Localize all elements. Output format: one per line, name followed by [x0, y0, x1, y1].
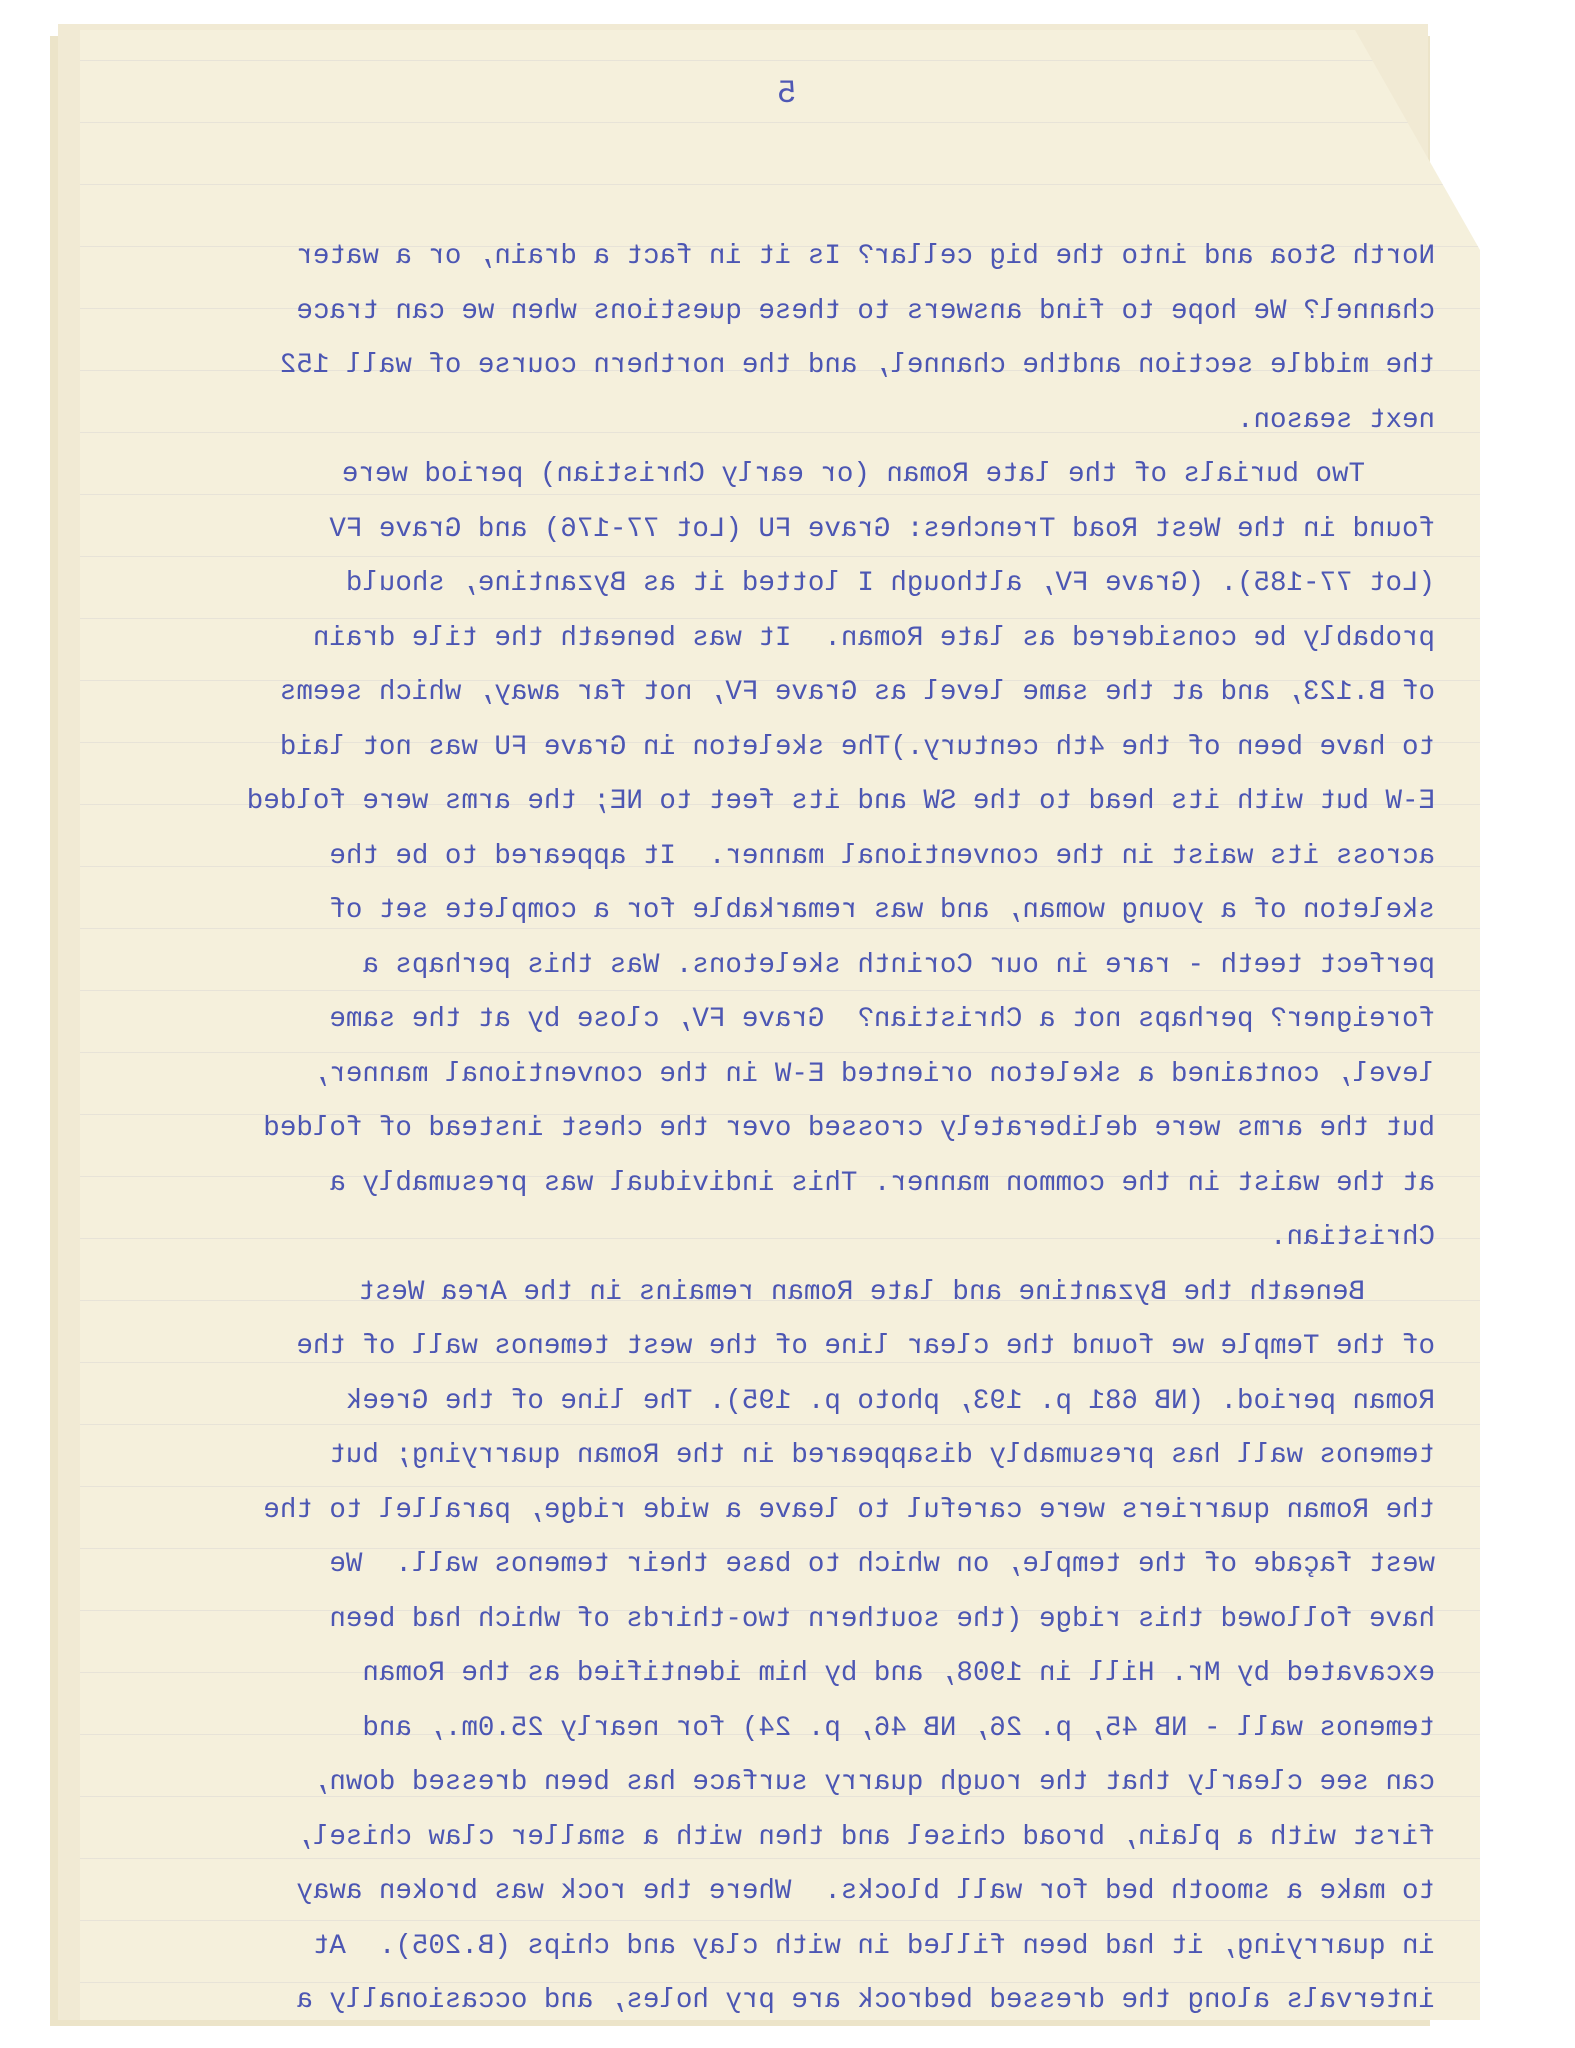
text-line: (Lot 77-185). (Grave FV, although I lotted it as Byzantine, should	[345, 568, 1435, 599]
text-line: E-W but with its head to the SW and its feet to NE; the arms were folded	[246, 786, 1435, 817]
text-line: Two burials of the late Roman (or early Christian) period were	[341, 459, 1365, 490]
text-line: found in the West Road Trenches: Grave FU (Lot 77-176) and Grave FV	[329, 513, 1435, 545]
text-line: of the Temple we found the clear line of the west temenos wall of the	[296, 1331, 1435, 1362]
typed-text-block	[190, 230, 1435, 2029]
text-line: perfect teeth - rare in our Corinth skeletons. Was this perhaps a	[362, 949, 1435, 981]
text-line: Roman period. (NB 681 p. 193, photo p. 195). The line of the Greek	[345, 1385, 1435, 1417]
text-line: temenos wall has presumably disappeared in the Roman quarrying; but	[329, 1440, 1435, 1471]
text-line: the middle section andthe channel, and the northern course of wall 152	[279, 350, 1435, 381]
text-line: of B.123, and at the same level as Grave FV, not far away, which seems	[279, 677, 1435, 708]
text-line: temenos wall - NB 45, p. 26, NB 46, p. 24) for nearly 25.0m., and	[362, 1712, 1435, 1744]
text-line: skeleton of a young woman, and was remarkable for a complete set of	[329, 895, 1435, 926]
text-line: to have been of the 4th century.)The skeleton in Grave FU was not laid	[279, 731, 1435, 763]
text-line: have followed this ridge (the southern two-thirds of which had been	[329, 1603, 1435, 1635]
text-line: Beneath the Byzantine and late Roman remains in the Area West	[358, 1276, 1365, 1308]
text-line: level, contained a skeleton oriented E-W in the conventional manner,	[312, 1058, 1435, 1090]
text-line: the Roman quarriers were careful to leave a wide ridge, parallel to the	[263, 1494, 1435, 1526]
text-line: excavated by Mr. Hill in 1908, and by him identified as the Roman	[362, 1658, 1435, 1689]
text-line: but the arms were deliberately crossed over the chest instead of folded	[263, 1113, 1435, 1144]
text-line: in quarrying, it had been filled in with clay and chips (B.205). At	[312, 1930, 1435, 1962]
text-line: across its waist in the conventional manner. It appeared to be the	[329, 840, 1435, 872]
text-line: intervals along the dressed bedrock are pry holes, and occasionally a	[296, 1985, 1435, 2016]
text-line: North Stoa and into the big cellar? Is it in fact a drain, or a water	[296, 241, 1435, 272]
text-line: west façade of the temple, on which to base their temenos wall. We	[329, 1549, 1435, 1580]
text-line: first with a plain, broad chisel and then with a smaller claw chisel,	[296, 1821, 1435, 1853]
text-line: Christian.	[1269, 1222, 1435, 1253]
page-number: 5	[775, 75, 797, 112]
text-line: channel? We hope to find answers to these questions when we can trace	[296, 295, 1435, 327]
text-line: can see clearly that the rough quarry surface has been dressed down,	[312, 1767, 1435, 1798]
text-line: foreigner? perhaps not a Christian? Grave FV, close by at the same	[329, 1004, 1435, 1035]
text-line: next season.	[1236, 404, 1435, 436]
text-line: at the waist in the common manner. This individual was presumably a	[329, 1167, 1435, 1199]
text-line: probably be considered as late Roman. It was beneath the tile drain	[312, 622, 1435, 654]
text-line: to make a smooth bed for wall blocks. Where the rock was broken away	[296, 1876, 1435, 1907]
